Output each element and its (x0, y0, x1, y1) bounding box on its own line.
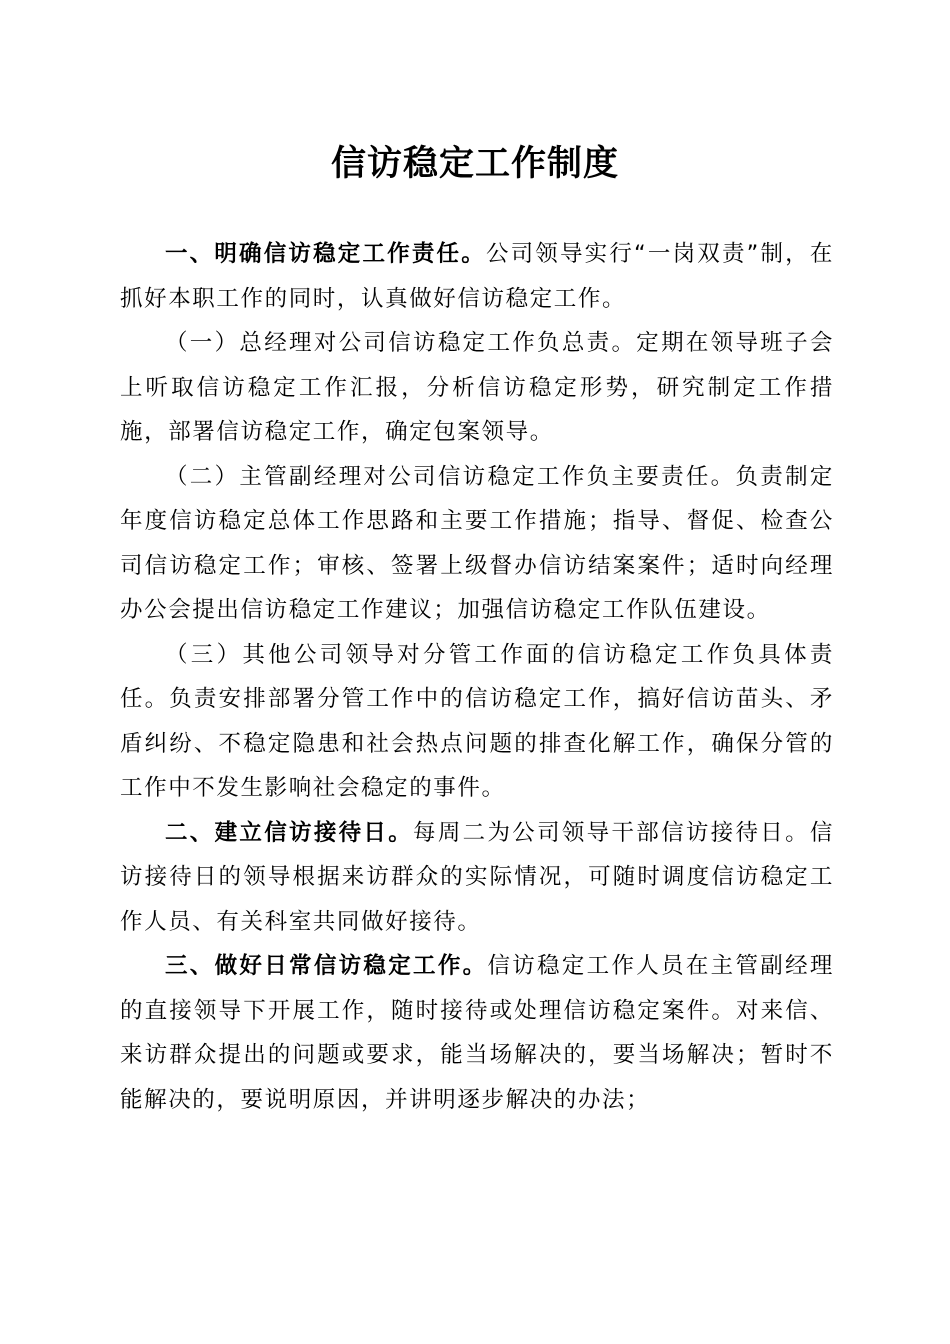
paragraph-text: 每周二为公司领导干部信访接待日。信访接待日的领导根据来访群众的实际情况，可随时调度信访稳定工作人员、有关科室共同做好接待。 (120, 819, 834, 935)
paragraph-text: （三）其他公司领导对分管工作面的信访稳定工作负具体责任。负责安排部署分管工作中的信访稳定工作，搞好信访苗头、矛盾纠纷、不稳定隐患和社会热点问题的排查化解工作，确保分管的工作中不发生影响社会稳定的事件。 (120, 641, 834, 801)
paragraph-2 (120, 321, 834, 455)
document-title: 信访稳定工作制度 (330, 143, 619, 184)
section-heading: 二、建立信访接待日。 (165, 819, 414, 846)
paragraph-6 (120, 944, 834, 1122)
section-heading: 三、做好日常信访稳定工作。 (165, 953, 488, 979)
paragraph-text: 公司领导实行“一岗双责”制，在抓好本职工作的同时，认真做好信访稳定工作。 (120, 241, 834, 312)
paragraph-4 (120, 633, 834, 811)
section-heading: 一、明确信访稳定工作责任。 (165, 241, 486, 267)
paragraph-3 (120, 455, 834, 633)
paragraph-text: （二）主管副经理对公司信访稳定工作负主要责任。负责制定年度信访稳定总体工作思路和主要工作措施；指导、督促、检查公司信访稳定工作；审核、签署上级督办信访结案案件；适时向经理办公会提出信访稳定工作建议；加强信访稳定工作队伍建设。 (120, 463, 834, 623)
paragraph-text: 信访稳定工作人员在主管副经理的直接领导下开展工作，随时接待或处理信访稳定案件。对来信、来访群众提出的问题或要求，能当场解决的，要当场解决；暂时不能解决的，要说明原因，并讲明逐步解决的办法； (120, 953, 834, 1113)
paragraph-1 (120, 232, 834, 321)
paragraph-text: （一）总经理对公司信访稳定工作负总责。定期在领导班子会上听取信访稳定工作汇报，分析信访稳定形势，研究制定工作措施，部署信访稳定工作，确定包案领导。 (120, 330, 834, 445)
document-body (120, 232, 834, 1122)
paragraph-5 (120, 811, 834, 945)
